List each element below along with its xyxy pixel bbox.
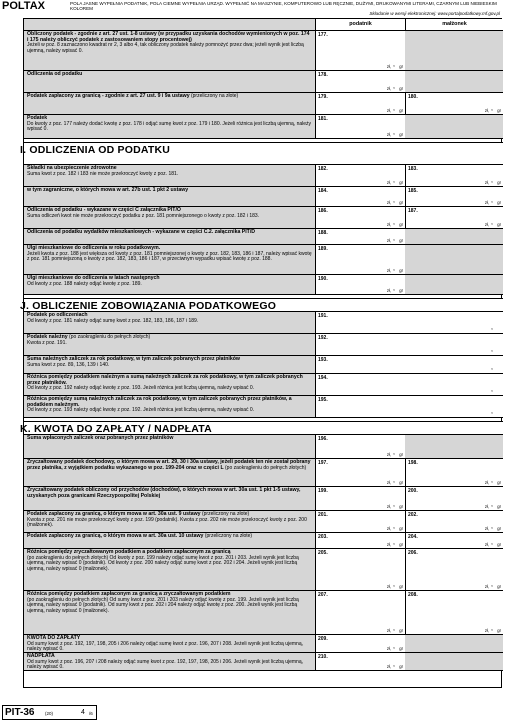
field-number: 181.: [318, 116, 328, 122]
row-description: [27, 375, 312, 392]
row-description: [27, 488, 312, 499]
section-title: J. OBLICZENIE ZOBOWIĄZANIA PODATKOWEGO: [20, 300, 277, 312]
field-number: 187.: [408, 208, 418, 214]
amount-field[interactable]: [405, 533, 503, 548]
form-row: [24, 245, 503, 275]
field-number: 197.: [318, 460, 328, 466]
field-number: 178.: [318, 72, 328, 78]
field-number: 190.: [318, 276, 328, 282]
row-note: Od kwoty z poz. 188 należy odjąć kwotę z poz. 189.: [27, 280, 142, 287]
row-note: Od sumy kwot z poz. 192, 197, 198, 205 i 206 należy odjąć sumę kwot z poz. 196, 207 i 208. Jeżeli wynik jest liczbą ujemną, należy wpisać 0.: [27, 640, 303, 653]
row-description: [27, 335, 312, 346]
row-title: Różnica pomiędzy podatkiem zapłaconym za granicą a zryczałtowanym podatkiem: [27, 591, 231, 597]
form-row: [24, 511, 503, 533]
form-row: [24, 396, 503, 418]
decimal-separator: ,: [491, 625, 493, 632]
amount-field[interactable]: [315, 245, 405, 274]
field-number: 186.: [318, 208, 328, 214]
form-row: [24, 31, 503, 71]
unit-gr-label: gr: [399, 64, 403, 69]
unit-gr-label: gr: [399, 504, 403, 509]
unit-zl-label: zł,: [386, 238, 391, 243]
unit-gr-label: gr: [399, 542, 403, 547]
amount-field[interactable]: [315, 93, 405, 114]
decimal-separator: ,: [491, 581, 493, 588]
unit-gr-label: gr: [399, 628, 403, 633]
row-note: Jeżeli kwota z poz. 188 jest większa od kwoty z poz. 181 pomniejszonej o kwoty z poz. 182, 183, 186 i 187, należy wpisać kwotę z poz. 181 pomniejszoną o kwoty z poz. 182, 183, 186 i 187, w przeciwnym wypadku wpisać kwotę z poz. 188.: [27, 250, 312, 263]
decimal-separator: ,: [393, 83, 395, 90]
amount-field[interactable]: [405, 591, 503, 634]
unit-zl-label: zł,: [386, 132, 391, 137]
decimal-separator: ,: [491, 408, 493, 415]
unit-gr-label: gr: [497, 200, 501, 205]
unit-gr-label: gr: [497, 108, 501, 113]
amount-field[interactable]: [315, 187, 405, 206]
row-description: [27, 166, 312, 177]
field-number: 208.: [408, 592, 418, 598]
amount-field[interactable]: [405, 487, 503, 510]
unit-gr-label: gr: [497, 628, 501, 633]
unit-gr-label: gr: [399, 452, 403, 457]
decimal-separator: ,: [393, 197, 395, 204]
field-number: 207.: [318, 592, 328, 598]
row-description: [27, 208, 312, 219]
decimal-separator: ,: [491, 364, 493, 371]
field-number: 179.: [318, 94, 328, 100]
row-title: Różnica pomiędzy podatkiem należnym a sumą należnych zaliczek za rok podatkowy, w tym zaliczek pobranych przez płatników.: [27, 374, 303, 386]
field-number: 182.: [318, 166, 328, 172]
row-title-suffix: (po zaokrągleniu do pełnych złotych): [69, 334, 151, 340]
field-number: 195.: [318, 397, 328, 403]
amount-field[interactable]: [405, 187, 503, 206]
unit-zl-label: zł,: [386, 452, 391, 457]
unit-gr-label: gr: [399, 288, 403, 293]
decimal-separator: ,: [491, 105, 493, 112]
field-number: 198.: [408, 460, 418, 466]
column-title: podatnik: [349, 21, 372, 27]
field-number: 203.: [318, 534, 328, 540]
row-title: Obliczony podatek - zgodnie z art. 27 ust. 1-8 ustawy (w przypadku uzyskania dochodów wymienionych w poz. 174 i 175 należy obliczyć podatek z zastosowaniem stopy procentowej): [27, 31, 310, 43]
field-number: 204.: [408, 534, 418, 540]
unit-zl-label: zł,: [484, 108, 489, 113]
page-total: /6: [89, 711, 93, 716]
amount-field[interactable]: [315, 487, 405, 510]
row-description: [27, 116, 312, 133]
amount-field[interactable]: [315, 356, 503, 373]
row-title-suffix: (przeliczony na złote): [190, 93, 239, 99]
amount-field[interactable]: [315, 275, 405, 294]
unit-zl-label: zł,: [484, 200, 489, 205]
decimal-separator: ,: [393, 177, 395, 184]
row-title: Podatek po odliczeniach: [27, 312, 88, 318]
decimal-separator: ,: [393, 539, 395, 546]
form-code: PIT-36: [5, 707, 35, 718]
decimal-separator: ,: [491, 386, 493, 393]
decimal-separator: ,: [393, 643, 395, 650]
unit-zl-label: zł,: [386, 222, 391, 227]
decimal-separator: ,: [491, 177, 493, 184]
unit-gr-label: gr: [399, 86, 403, 91]
row-description: [27, 276, 312, 287]
amount-field[interactable]: [315, 334, 503, 355]
decimal-separator: ,: [393, 61, 395, 68]
field-number: 185.: [408, 188, 418, 194]
decimal-separator: ,: [393, 477, 395, 484]
row-title: Podatek zapłacony za granicą - zgodnie z art. 27 ust. 9 i 9a ustawy: [27, 93, 190, 99]
unit-gr-label: gr: [497, 526, 501, 531]
field-number: 189.: [318, 246, 328, 252]
row-note: Suma odliczeń kwot nie może przekroczyć podatku z poz. 181 pomniejszonego o kwoty z poz. 182 i 183.: [27, 212, 260, 219]
row-title: Odliczenia od podatku wydatków mieszkaniowych - wykazane w części C.2. załącznika PIT/D: [27, 229, 256, 235]
form-row: [24, 165, 503, 187]
field-number: 191.: [318, 313, 328, 319]
unit-zl-label: zł,: [386, 584, 391, 589]
form-row: [24, 653, 503, 671]
row-title: Podatek: [27, 115, 48, 121]
row-description: [27, 592, 312, 614]
amount-field[interactable]: [315, 511, 405, 532]
unit-gr-label: gr: [399, 238, 403, 243]
row-title: KWOTA DO ZAPŁATY: [27, 635, 81, 641]
row-description: [27, 32, 312, 54]
row-title: Odliczenia od podatku: [27, 71, 83, 77]
row-title-suffix: (przeliczony na złote): [201, 511, 250, 517]
field-number: 201.: [318, 512, 328, 518]
row-note: Od sumy kwot z poz. 196, 207 i 208 należy odjąć sumę kwot z poz. 192, 197, 198, 205 i 206. Jeżeli wynik jest liczbą ujemną, należy wpisać 0.: [27, 658, 303, 671]
unit-gr-label: gr: [399, 480, 403, 485]
amount-field[interactable]: [405, 93, 503, 114]
unit-zl-label: zł,: [386, 664, 391, 669]
row-note: Kwota z poz. 191.: [27, 339, 67, 346]
form-row: [24, 356, 503, 374]
unit-zl-label: zł,: [386, 646, 391, 651]
unit-gr-label: gr: [497, 480, 501, 485]
amount-field[interactable]: [315, 31, 405, 70]
decimal-separator: ,: [393, 285, 395, 292]
unit-gr-label: gr: [497, 542, 501, 547]
amount-field[interactable]: [315, 229, 405, 244]
unit-gr-label: gr: [399, 664, 403, 669]
row-title: Podatek należny: [27, 334, 68, 340]
row-description: [27, 246, 312, 263]
unit-zl-label: zł,: [484, 628, 489, 633]
row-description: [27, 357, 312, 368]
row-note: Suma kwot z poz. 182 i 183 nie może przekroczyć kwoty z poz. 181.: [27, 170, 179, 177]
decimal-separator: ,: [491, 219, 493, 226]
unit-gr-label: gr: [399, 526, 403, 531]
row-note: Od kwoty z poz. 181 należy odjąć sumę kwot z poz. 182, 183, 186, 187 i 189.: [27, 317, 199, 324]
brand-logo: POLTAX: [2, 0, 45, 12]
form-row: [24, 115, 503, 139]
decimal-separator: ,: [491, 523, 493, 530]
unit-zl-label: zł,: [386, 542, 391, 547]
form-version: (20): [45, 711, 54, 716]
amount-field[interactable]: [315, 591, 405, 634]
amount-field[interactable]: [315, 653, 405, 670]
field-number: 200.: [408, 488, 418, 494]
unit-zl-label: zł,: [386, 268, 391, 273]
unit-gr-label: gr: [399, 584, 403, 589]
unit-zl-label: zł,: [484, 480, 489, 485]
unit-gr-label: gr: [399, 200, 403, 205]
amount-field[interactable]: [405, 511, 503, 532]
row-description: [27, 397, 312, 414]
amount-field[interactable]: [315, 71, 405, 92]
decimal-separator: ,: [393, 219, 395, 226]
decimal-separator: ,: [393, 523, 395, 530]
field-number: 206.: [408, 550, 418, 556]
decimal-separator: ,: [393, 625, 395, 632]
field-number: 209.: [318, 636, 328, 642]
form-row: [24, 591, 503, 635]
row-title: Różnica pomiędzy zryczałtowanym podatkiem a podatkiem zapłaconym za granicą: [27, 549, 231, 555]
decimal-separator: ,: [393, 265, 395, 272]
amount-field[interactable]: [315, 312, 503, 333]
unit-zl-label: zł,: [484, 222, 489, 227]
decimal-separator: ,: [393, 105, 395, 112]
row-title: Suma należnych zaliczek za rok podatkowy, w tym zaliczek pobranych przez płatników: [27, 356, 240, 362]
column-header-podatnik: [315, 19, 405, 30]
unit-gr-label: gr: [399, 222, 403, 227]
unit-zl-label: zł,: [386, 504, 391, 509]
unit-zl-label: zł,: [386, 108, 391, 113]
header-instructions: POLA JASNE WYPEŁNIA PODATNIK, POLA CIEMNE WYPEŁNIA URZĄD. WYPEŁNIĆ NA MASZYNIE, KOMPUTEROWO LUB RĘCZNIE, DUŻYMI, DRUKOWANYMI LITERAMI, CZARNYM LUB NIEBIESKIM KOLOREM: [70, 1, 497, 12]
amount-field[interactable]: [315, 165, 405, 186]
form-row: [24, 229, 503, 245]
amount-field[interactable]: [315, 435, 405, 458]
section-header: [20, 298, 503, 312]
form-row: [24, 487, 503, 511]
field-number: 177.: [318, 32, 328, 38]
row-note: Do kwoty z poz. 177 należy dodać kwotę z poz. 178 i odjąć sumę kwot z poz. 179 i 180. Jeżeli różnica jest liczbą ujemną, należy wpisać 0.: [27, 120, 312, 133]
form-row: [24, 635, 503, 653]
row-description: [27, 512, 312, 529]
row-note: (po zaokrągleniu do pełnych złotych) Od sumy kwot z poz. 201 i 203 należy odjąć kwotę z poz. 199. Jeżeli wynik jest liczbą ujemną, należy wpisać 0 (podatnik). Od sumy kwot z poz. 202 i 204 należy odjąć kwotę z poz. 200. Jeżeli wynik jest liczbą ujemną, należy wpisać 0 (małżonek).: [27, 596, 299, 614]
unit-zl-label: zł,: [386, 288, 391, 293]
field-number: 202.: [408, 512, 418, 518]
row-title: Zryczałtowany podatek obliczony od przychodów (dochodów), o których mowa w art. 30a ust. 1 pkt 1-5 ustawy, uzyskanych poza granicami Rzeczypospolitej Polskiej: [27, 487, 301, 499]
row-note: Od kwoty z poz. 192 należy odjąć kwotę z poz. 193. Jeżeli różnica jest liczbą ujemną, należy wpisać 0.: [27, 385, 255, 392]
row-title: Składki na ubezpieczenie zdrowotne: [27, 165, 117, 171]
field-number: 184.: [318, 188, 328, 194]
amount-field[interactable]: [315, 396, 503, 417]
column-header-malzonek: [405, 19, 503, 30]
amount-field[interactable]: [315, 115, 405, 138]
unit-zl-label: zł,: [386, 480, 391, 485]
field-number: 210.: [318, 654, 328, 660]
row-title: w tym zagraniczne, o których mowa w art. 27b ust. 1 pkt 2 ustawy: [27, 187, 189, 193]
decimal-separator: ,: [393, 235, 395, 242]
amount-field[interactable]: [405, 165, 503, 186]
form-row: [24, 374, 503, 396]
amount-field[interactable]: [315, 533, 405, 548]
decimal-separator: ,: [491, 346, 493, 353]
amount-field[interactable]: [405, 549, 503, 590]
row-description: [27, 636, 312, 653]
decimal-separator: ,: [393, 501, 395, 508]
decimal-separator: ,: [491, 197, 493, 204]
section-header: [20, 421, 503, 435]
section-header: [20, 142, 503, 165]
decimal-separator: ,: [491, 324, 493, 331]
unit-zl-label: zł,: [484, 180, 489, 185]
field-number: 183.: [408, 166, 418, 172]
amount-field[interactable]: [315, 549, 405, 590]
row-title: Różnica pomiędzy sumą należnych zaliczek za rok podatkowy, w tym zaliczek pobranych przez płatników, a podatkiem należnym.: [27, 396, 292, 408]
row-description: [27, 534, 312, 540]
form-row: [24, 275, 503, 295]
amount-field[interactable]: [405, 459, 503, 486]
form-row: [24, 435, 503, 459]
row-note: Od kwoty z poz. 193 należy odjąć kwotę z poz. 192. Jeżeli różnica jest liczbą ujemną, należy wpisać 0.: [27, 407, 255, 414]
field-number: 193.: [318, 357, 328, 363]
unit-zl-label: zł,: [484, 584, 489, 589]
amount-field[interactable]: [315, 207, 405, 228]
unit-gr-label: gr: [497, 180, 501, 185]
unit-zl-label: zł,: [386, 64, 391, 69]
decimal-separator: ,: [393, 581, 395, 588]
field-number: 188.: [318, 230, 328, 236]
tax-form: [20, 18, 502, 688]
unit-gr-label: gr: [399, 132, 403, 137]
unit-gr-label: gr: [497, 222, 501, 227]
field-number: 194.: [318, 375, 328, 381]
amount-field[interactable]: [315, 374, 503, 395]
row-title: Podatek zapłacony za granicą, o którym mowa w art. 30a ust. 10 ustawy: [27, 533, 204, 539]
page-number: 4: [81, 709, 85, 716]
field-number: 180.: [408, 94, 418, 100]
form-row: [24, 93, 503, 115]
decimal-separator: ,: [491, 501, 493, 508]
unit-zl-label: zł,: [484, 542, 489, 547]
unit-zl-label: zł,: [386, 628, 391, 633]
unit-gr-label: gr: [399, 646, 403, 651]
form-row: [24, 334, 503, 356]
form-row: [24, 207, 503, 229]
amount-field[interactable]: [315, 635, 405, 652]
field-number: 196.: [318, 436, 328, 442]
column-title: małżonek: [442, 21, 467, 27]
row-description: [27, 188, 312, 194]
row-title: Suma wpłaconych zaliczek oraz pobranych przez płatników: [27, 435, 174, 441]
unit-zl-label: zł,: [484, 504, 489, 509]
column-header-row: [24, 19, 503, 31]
form-row: [24, 459, 503, 487]
unit-gr-label: gr: [399, 108, 403, 113]
decimal-separator: ,: [393, 449, 395, 456]
row-title: Ulgi mieszkaniowe do odliczenia w latach następnych: [27, 275, 160, 281]
unit-zl-label: zł,: [484, 526, 489, 531]
amount-field[interactable]: [315, 459, 405, 486]
field-number: 205.: [318, 550, 328, 556]
form-row: [24, 71, 503, 93]
row-title: Ulgi mieszkaniowe do odliczenia w roku podatkowym.: [27, 245, 161, 251]
amount-field[interactable]: [405, 207, 503, 228]
field-number: 199.: [318, 488, 328, 494]
form-row: [24, 533, 503, 549]
decimal-separator: ,: [393, 129, 395, 136]
decimal-separator: ,: [491, 477, 493, 484]
row-note: Suma kwot z poz. 89, 136, 139 i 140.: [27, 361, 110, 368]
header-electronic-note: Składanie w wersji elektronicznej: www.portalpodatkowy.mf.gov.pl: [369, 11, 500, 16]
section-title: I. ODLICZENIA OD PODATKU: [20, 144, 171, 156]
row-description: [27, 550, 312, 572]
row-description: [27, 72, 312, 78]
decimal-separator: ,: [491, 539, 493, 546]
unit-zl-label: zł,: [386, 526, 391, 531]
unit-zl-label: zł,: [386, 86, 391, 91]
row-note: Kwota z poz. 201 nie może przekroczyć kwoty z poz. 199 (podatnik). Kwota z poz. 202 nie może przekroczyć kwoty z poz. 200 (małżonek).: [27, 516, 307, 529]
row-description: [27, 654, 312, 671]
row-title: Odliczenia od podatku - wykazane w części C załącznika PIT/O: [27, 207, 181, 213]
row-description: [27, 313, 312, 324]
section-title: K. KWOTA DO ZAPŁATY / NADPŁATA: [20, 423, 212, 435]
form-footer: [2, 705, 97, 720]
row-title: Zryczałtowany podatek dochodowy, o którym mowa w art. 29, 30 i 30a ustawy, jeżeli podatek ten nie został pobrany przez płatnika, z wyjątkiem podatku wykazanego w poz. 199-204 oraz w części L: [27, 459, 311, 471]
row-description: [27, 436, 312, 442]
form-row: [24, 549, 503, 591]
row-description: [27, 230, 312, 236]
field-number: 192.: [318, 335, 328, 341]
row-title: Podatek zapłacony za granicą, o którym mowa w art. 30a ust. 9 ustawy: [27, 511, 201, 517]
unit-zl-label: zł,: [386, 180, 391, 185]
row-title-suffix: (przeliczony na złote): [204, 533, 253, 539]
form-row: [24, 312, 503, 334]
unit-gr-label: gr: [497, 584, 501, 589]
unit-gr-label: gr: [497, 504, 501, 509]
row-description: [27, 460, 312, 471]
form-row: [24, 187, 503, 207]
row-description: [27, 94, 312, 100]
row-note: Jeżeli w poz. 8 zaznaczono kwadrat nr 2, 3 albo 4, tak obliczony podatek należy pomnożyć przez dwa; jeżeli wynik jest liczbą ujemną, należy wpisać 0.: [27, 42, 304, 54]
unit-zl-label: zł,: [386, 200, 391, 205]
unit-gr-label: gr: [399, 180, 403, 185]
unit-gr-label: gr: [399, 268, 403, 273]
row-title: NADPŁATA: [27, 653, 55, 659]
row-note: (po zaokrągleniu do pełnych złotych) Od kwoty z poz. 199 należy odjąć sumę kwot z poz. 201 i 203. Jeżeli wynik jest liczbą ujemną, należy wpisać 0 (podatnik). Od kwoty z poz. 200 należy odjąć sumę kwot z poz. 202 i 204. Jeżeli wynik jest liczbą ujemną, należy wpisać 0 (małżonek).: [27, 554, 299, 572]
row-title-suffix: (po zaokrągleniu do pełnych złotych): [225, 464, 307, 471]
decimal-separator: ,: [393, 661, 395, 668]
